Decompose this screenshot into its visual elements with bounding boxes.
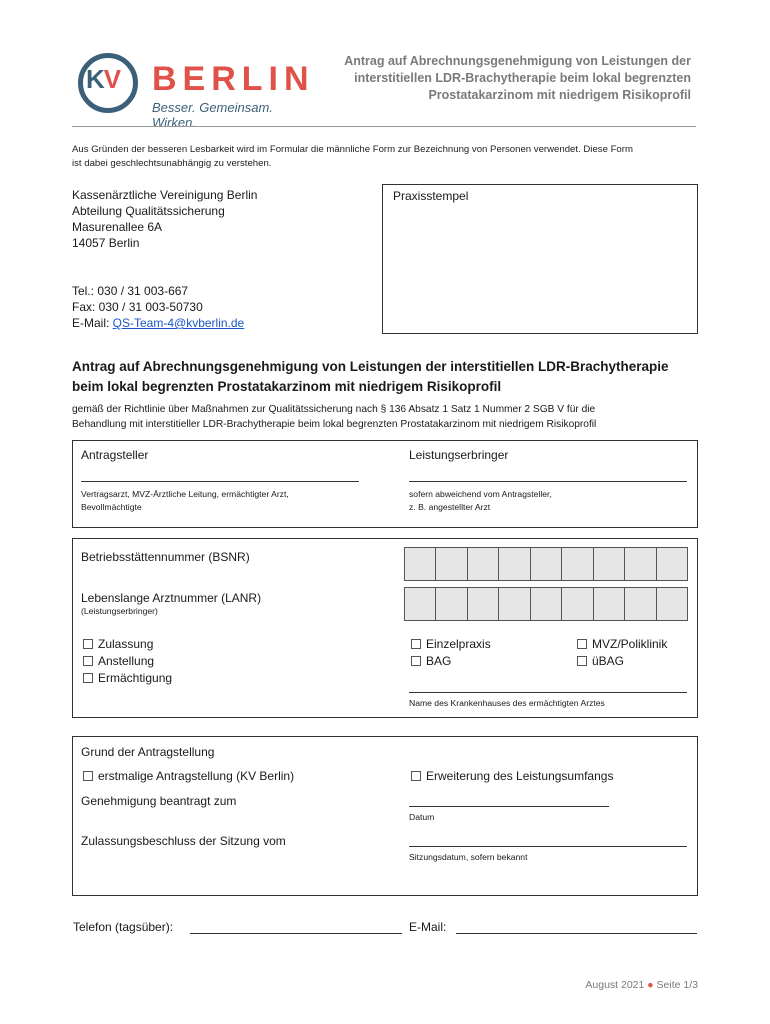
checkbox-icon[interactable]: [577, 656, 587, 666]
bsnr-digit-cell[interactable]: [499, 548, 530, 580]
option-mvz-poliklinik[interactable]: [577, 636, 667, 653]
checkbox-icon[interactable]: [411, 771, 421, 781]
checkbox-icon[interactable]: [577, 639, 587, 649]
option-label: Ermächtigung: [98, 671, 173, 685]
header-title-line: Prostatakarzinom mit niedrigem Risikoprofil: [428, 88, 691, 102]
bsnr-digit-cell[interactable]: [562, 548, 593, 580]
provider-label: Leistungserbringer: [409, 448, 509, 462]
address-email: [72, 315, 257, 331]
approval-session-label: Zulassungsbeschluss der Sitzung vom: [81, 834, 286, 848]
logo-tagline: Besser. Gemeinsam. Wirken.: [152, 100, 273, 130]
header-title-line: interstitiellen LDR-Brachytherapie beim lokal begrenzten: [354, 71, 691, 85]
option-label: BAG: [426, 654, 452, 668]
header-title-line: Antrag auf Abrechnungsgenehmigung von Leistungen der: [344, 54, 691, 68]
option-label: Einzelpraxis: [426, 637, 491, 651]
lanr-digit-cell[interactable]: [468, 588, 499, 620]
lanr-digit-cell[interactable]: [531, 588, 562, 620]
option-uebag[interactable]: [577, 653, 667, 670]
note-line: Aus Gründen der besseren Lesbarkeit wird im Formular die männliche Form zur Bezeichnung von Personen verwendet. Diese Form: [72, 144, 633, 155]
logo-v: V: [103, 64, 121, 94]
address-line: 14057 Berlin: [72, 236, 140, 250]
provider-field[interactable]: [409, 481, 687, 482]
hospital-name-hint: Name des Krankenhauses des ermächtigten Arztes: [409, 698, 605, 708]
practice-stamp-box[interactable]: [382, 184, 698, 334]
phone-label: Telefon (tagsüber):: [73, 920, 174, 934]
form-title: [72, 357, 702, 397]
logo-k: K: [86, 64, 104, 94]
address-phone: Tel.: 030 / 31 003-667: [72, 284, 189, 298]
checkbox-icon[interactable]: [411, 639, 421, 649]
bsnr-label: Betriebsstättennummer (BSNR): [81, 550, 250, 564]
practice-type-options-2: [577, 636, 667, 670]
option-bag[interactable]: [411, 653, 491, 670]
lanr-digit-cell[interactable]: [562, 588, 593, 620]
practice-type-options: [411, 636, 491, 670]
bsnr-digit-cell[interactable]: [531, 548, 562, 580]
provider-hint-line: z. B. angestellter Arzt: [409, 502, 491, 512]
lanr-sub-label: (Leistungserbringer): [81, 606, 158, 616]
numbers-section: [72, 538, 698, 718]
provider-hint: [409, 488, 552, 514]
footer-date: August 2021: [585, 979, 645, 991]
checkbox-icon[interactable]: [83, 771, 93, 781]
lanr-digit-cell[interactable]: [499, 588, 530, 620]
lanr-digit-cell[interactable]: [657, 588, 687, 620]
session-date-field[interactable]: [409, 846, 687, 847]
requested-from-label: Genehmigung beantragt zum: [81, 794, 237, 808]
bsnr-digit-cell[interactable]: [468, 548, 499, 580]
page-footer: [585, 979, 698, 991]
option-label: Anstellung: [98, 654, 155, 668]
email-label: E-Mail:: [72, 316, 113, 330]
form-title-line: beim lokal begrenzten Prostatakarzinom mit niedrigem Risikoprofil: [72, 379, 502, 394]
recipient-address: [72, 187, 257, 331]
option-label: Erweiterung des Leistungsumfangs: [426, 769, 614, 783]
bsnr-digit-cell[interactable]: [657, 548, 687, 580]
applicant-hint-line: Bevollmächtigte: [81, 502, 142, 512]
address-line: Kassenärztliche Vereinigung Berlin: [72, 188, 258, 202]
checkbox-icon[interactable]: [411, 656, 421, 666]
option-label: Zulassung: [98, 637, 154, 651]
footer-bullet-icon: ●: [647, 979, 654, 991]
lanr-digit-cell[interactable]: [436, 588, 467, 620]
address-fax: Fax: 030 / 31 003-50730: [72, 300, 203, 314]
date-hint: Datum: [409, 812, 435, 822]
requested-date-field[interactable]: [409, 806, 609, 807]
footer-page-number: Seite 1/3: [656, 979, 698, 991]
lanr-label: Lebenslange Arztnummer (LANR): [81, 591, 262, 605]
option-anstellung[interactable]: [83, 653, 172, 670]
bsnr-digit-cell[interactable]: [594, 548, 625, 580]
option-label: MVZ/Poliklinik: [592, 637, 668, 651]
provider-hint-line: sofern abweichend vom Antragsteller,: [409, 489, 552, 499]
option-einzelpraxis[interactable]: [411, 636, 491, 653]
subtitle-line: gemäß der Richtlinie über Maßnahmen zur Qualitätssicherung nach § 136 Absatz 1 Satz 1 Nummer 2 SGB V für die: [72, 404, 596, 415]
reason-title: Grund der Antragstellung: [81, 745, 215, 759]
hospital-name-field[interactable]: [409, 692, 687, 693]
applicant-field[interactable]: [81, 481, 359, 482]
address-line: Masurenallee 6A: [72, 220, 163, 234]
bsnr-input-grid[interactable]: [404, 547, 688, 581]
lanr-input-grid[interactable]: [404, 587, 688, 621]
bsnr-digit-cell[interactable]: [405, 548, 436, 580]
lanr-digit-cell[interactable]: [405, 588, 436, 620]
header-title: [301, 53, 691, 104]
bsnr-digit-cell[interactable]: [625, 548, 656, 580]
note-line: ist dabei geschlechtsunabhängig zu verstehen.: [72, 158, 272, 169]
status-options: [83, 636, 172, 687]
email-field[interactable]: [456, 933, 697, 934]
address-line: Abteilung Qualitätssicherung: [72, 204, 225, 218]
option-ermaechtigung[interactable]: [83, 670, 172, 687]
logo-kv-letters: [86, 64, 120, 95]
option-label: erstmalige Antragstellung (KV Berlin): [98, 769, 295, 783]
lanr-digit-cell[interactable]: [594, 588, 625, 620]
option-label: üBAG: [592, 654, 625, 668]
email-link[interactable]: QS-Team-4@kvberlin.de: [112, 316, 245, 330]
checkbox-icon[interactable]: [83, 656, 93, 666]
form-title-line: Antrag auf Abrechnungsgenehmigung von Leistungen der interstitiellen LDR-Brachytherapie: [72, 359, 669, 374]
subtitle-line: Behandlung mit interstitieller LDR-Brachytherapie beim lokal begrenzten Prostatakarzinom mit niedrigem Risikoprofil: [72, 419, 597, 430]
header-divider: [72, 126, 696, 127]
reason-section: [72, 736, 698, 896]
applicant-label: Antragsteller: [81, 448, 149, 462]
email-field-label: E-Mail:: [409, 920, 447, 934]
applicant-hint-line: Vertragsarzt, MVZ-Ärztliche Leitung, ermächtigter Arzt,: [81, 489, 289, 499]
applicant-section: [72, 440, 698, 528]
option-zulassung[interactable]: [83, 636, 172, 653]
stamp-label: Praxisstempel: [393, 189, 469, 203]
applicant-hint: [81, 488, 289, 514]
checkbox-icon[interactable]: [83, 673, 93, 683]
logo-berlin-wordmark: BERLIN: [152, 60, 315, 98]
session-date-hint: Sitzungsdatum, sofern bekannt: [409, 852, 528, 862]
gender-note: [72, 143, 696, 171]
form-subtitle: [72, 402, 698, 432]
kv-berlin-logo: [78, 50, 318, 130]
lanr-digit-cell[interactable]: [625, 588, 656, 620]
phone-field[interactable]: [190, 933, 402, 934]
checkbox-icon[interactable]: [83, 639, 93, 649]
bsnr-digit-cell[interactable]: [436, 548, 467, 580]
option-extension[interactable]: [411, 768, 613, 785]
option-first-application[interactable]: [83, 768, 294, 785]
